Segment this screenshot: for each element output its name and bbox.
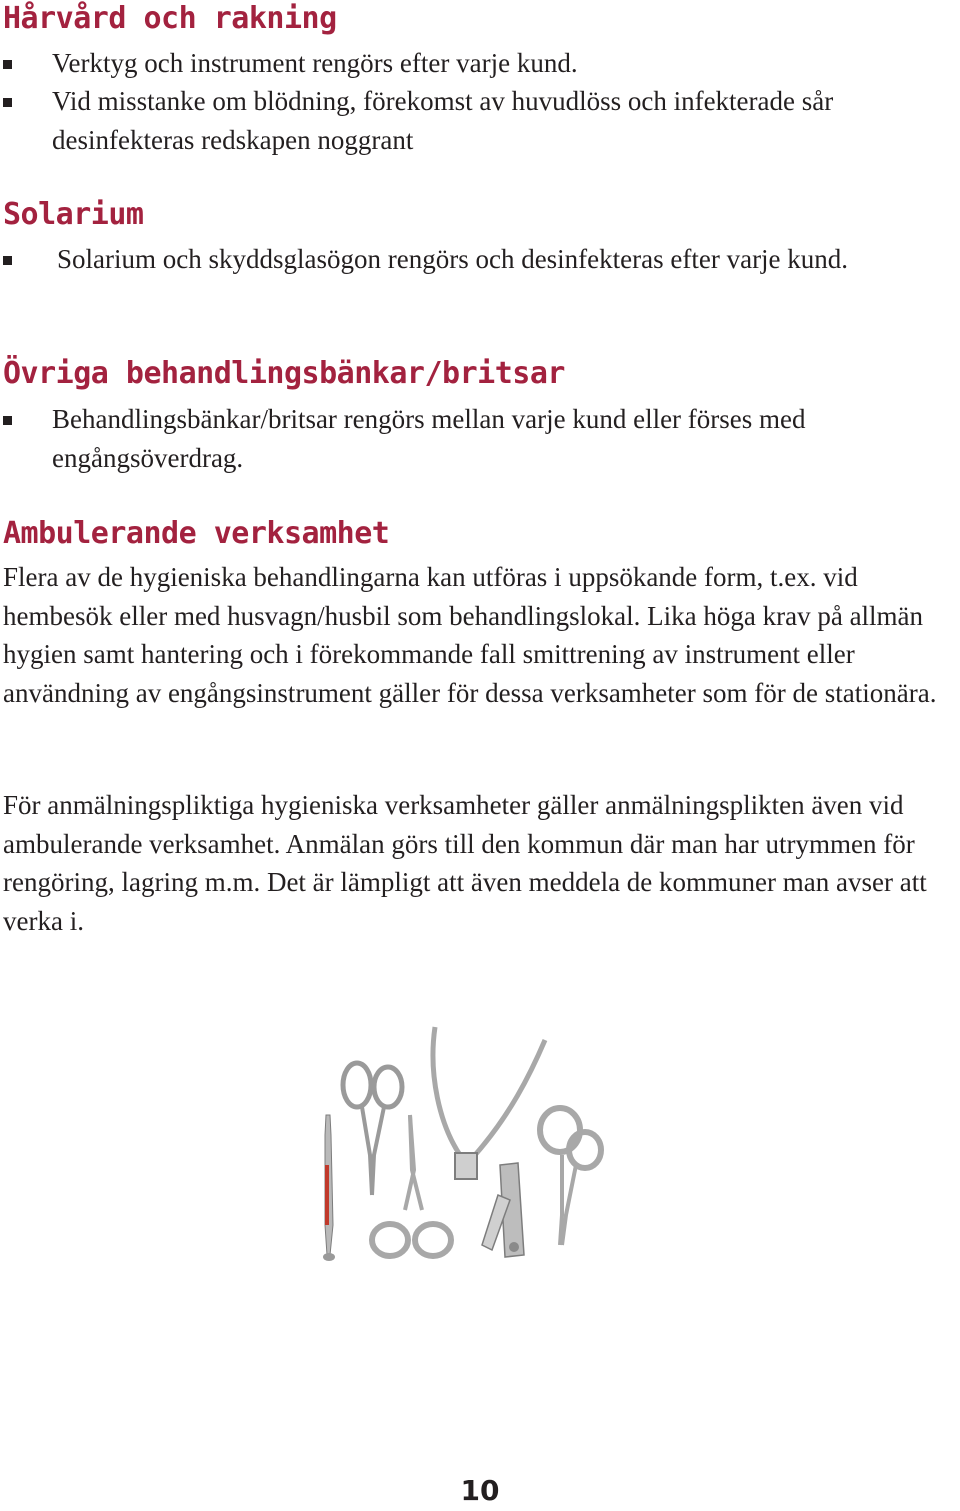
bullet-item: [0, 44, 940, 84]
bullet-text: Behandlingsbänkar/britsar rengörs mellan varje kund eller förses med engångsöverdrag.: [52, 404, 806, 473]
cuticle-pusher-icon: [323, 1115, 335, 1261]
cuticle-scissors-icon: [343, 1063, 402, 1195]
section-heading-solarium: Solarium: [3, 197, 144, 232]
bullet-item: [0, 240, 940, 320]
bullet-text: Vid misstanke om blödning, förekomst av huvudlöss och infekterade sår desinfekteras redskapen noggrant: [52, 86, 834, 155]
body-paragraph: Flera av de hygieniska behandlingarna kan utföras i uppsökande form, t.ex. vid hembesök eller med husvagn/husbil som behandlingslokal. Lika höga krav på allmän hygien samt hantering och i förekommande fall smittrening av instrument eller användning av engångsinstrument gäller för dessa verksamheter som för de stationära.: [3, 562, 937, 708]
bullet-square-icon: [3, 60, 12, 69]
nail-clipper-icon: [482, 1163, 524, 1257]
section-heading-ovriga: Övriga behandlingsbänkar/britsar: [3, 356, 565, 391]
nail-scissors-icon: [372, 1115, 451, 1256]
section-heading-ambulerande: Ambulerande verksamhet: [3, 516, 390, 551]
bullet-text: Verktyg och instrument rengörs efter varje kund.: [52, 48, 578, 78]
bullet-square-icon: [3, 416, 12, 425]
manicure-instruments-photo: [300, 1015, 620, 1270]
nail-nippers-icon: [433, 1027, 545, 1179]
bullet-square-icon: [3, 98, 12, 107]
scissors-right-icon: [540, 1108, 601, 1245]
body-paragraph: För anmälningspliktiga hygieniska verksamheter gäller anmälningsplikten även vid ambulerande verksamhet. Anmälan görs till den kommun där man har utrymmen för rengöring, lagring m.m. Det är lämpligt att även meddela de kommuner man avser att verka i.: [3, 790, 927, 936]
bullet-item: [0, 400, 940, 480]
bullet-item: [0, 82, 940, 162]
section-heading-harvard: Hårvård och rakning: [3, 1, 337, 36]
bullet-square-icon: [3, 256, 12, 265]
bullet-text: Solarium och skyddsglasögon rengörs och desinfekteras efter varje kund.: [57, 244, 849, 274]
page-number: 10: [460, 1474, 500, 1507]
